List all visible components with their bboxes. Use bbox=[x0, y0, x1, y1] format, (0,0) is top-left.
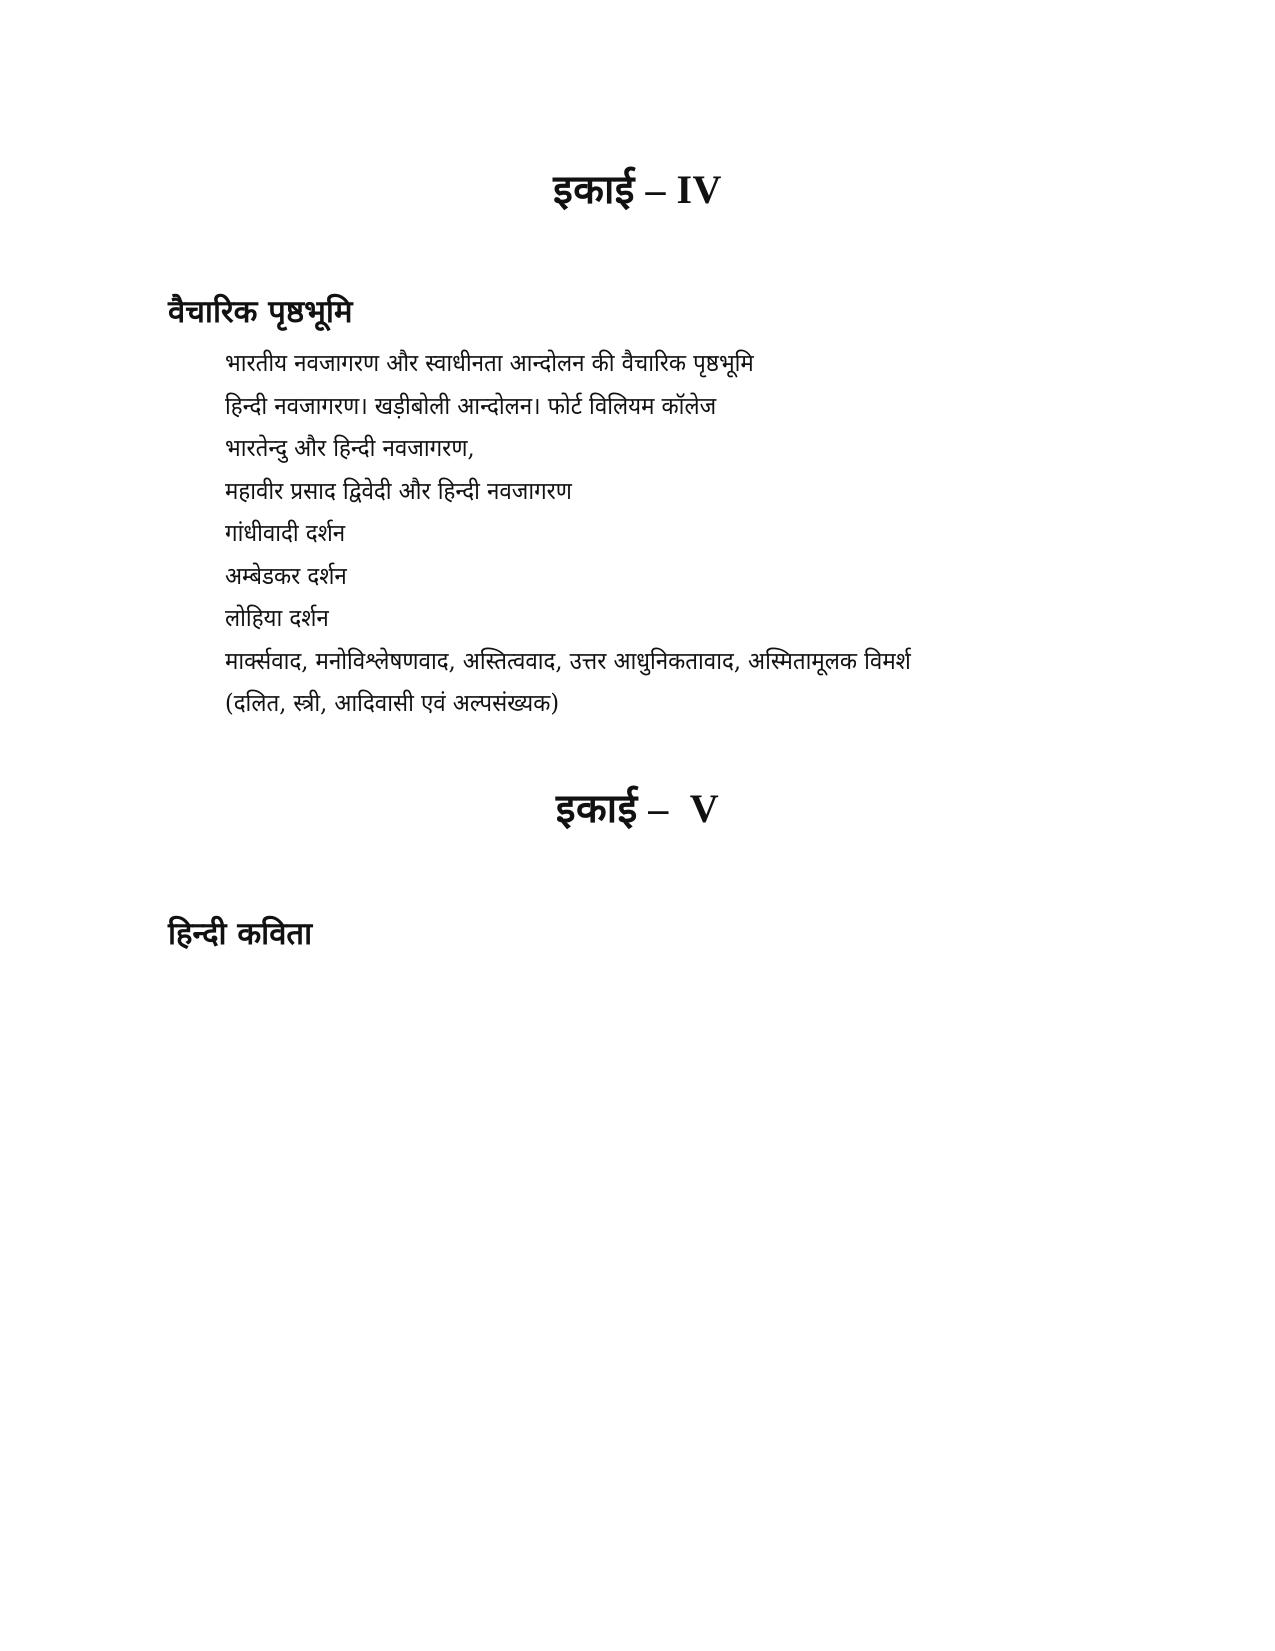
topic-item: (दलित, स्त्री, आदिवासी एवं अल्पसंख्यक) bbox=[225, 689, 560, 717]
unit-iv-heading: इकाई – IV bbox=[553, 167, 722, 212]
topic-item: मार्क्सवाद, मनोविश्लेषणवाद, अस्तित्ववाद, उत्तर आधुनिकतावाद, अस्मितामूलक विमर्श bbox=[225, 646, 911, 675]
topic-item: भारतीय नवजागरण और स्वाधीनता आन्दोलन की वैचारिक पृष्ठभूमि bbox=[225, 349, 754, 377]
topic-item: लोहिया दर्शन bbox=[225, 604, 329, 632]
topic-item: गांधीवादी दर्शन bbox=[225, 519, 346, 547]
topic-list bbox=[225, 342, 1225, 725]
section-heading-hindi-kavita: हिन्दी कविता bbox=[168, 916, 313, 952]
topic-item: अम्बेडकर दर्शन bbox=[225, 561, 347, 590]
section-heading-vaicharik-prishthbhumi: वैचारिक पृष्ठभूमि bbox=[168, 294, 353, 330]
topic-item: हिन्दी नवजागरण। खड़ीबोली आन्दोलन। फोर्ट विलियम कॉलेज bbox=[225, 391, 717, 420]
unit-v-heading: इकाई – V bbox=[555, 786, 720, 831]
topic-item: महावीर प्रसाद द्विवेदी और हिन्दी नवजागरण bbox=[225, 476, 572, 505]
topic-item: भारतेन्दु और हिन्दी नवजागरण, bbox=[225, 434, 475, 462]
